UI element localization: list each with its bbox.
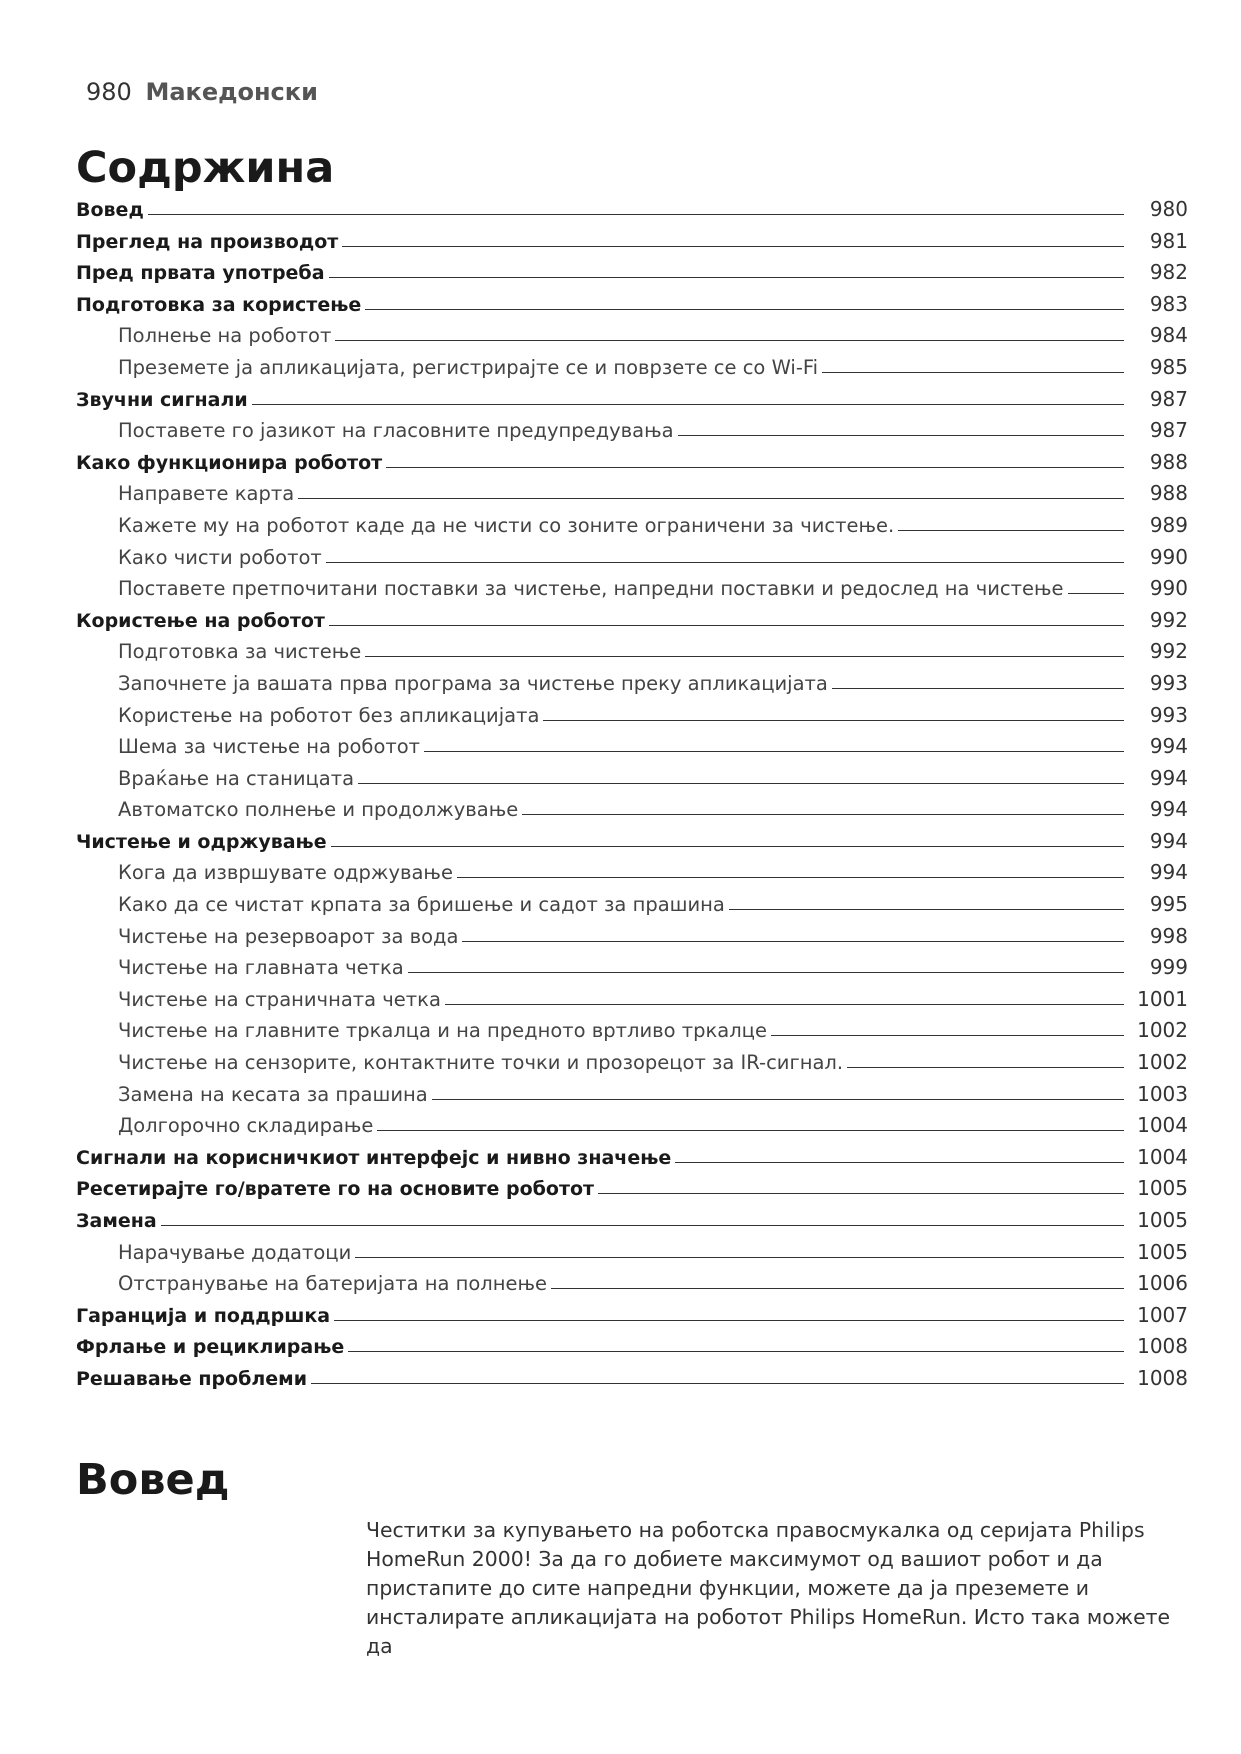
toc-leader-line xyxy=(822,372,1124,373)
toc-entry-label: Враќање на станицата xyxy=(118,766,355,790)
toc-entry-page: 994 xyxy=(1149,734,1188,759)
toc-entry-page: 984 xyxy=(1149,323,1188,348)
toc-entry-label: Замена xyxy=(76,1210,157,1232)
toc-leader-line xyxy=(329,625,1124,626)
toc-entry[interactable] xyxy=(76,513,1188,545)
toc-entry-page: 1005 xyxy=(1137,1239,1188,1264)
toc-entry-label: Поставете го јазикот на гласовните предупредувања xyxy=(118,419,674,443)
toc-entry-page: 1003 xyxy=(1137,1081,1188,1106)
toc-leader-line xyxy=(335,340,1124,341)
toc-entry-page: 981 xyxy=(1149,228,1188,253)
toc-entry-page: 990 xyxy=(1149,544,1188,569)
toc-entry[interactable] xyxy=(76,1271,1188,1303)
toc-entry-page: 989 xyxy=(1149,512,1188,537)
toc-entry-page: 994 xyxy=(1149,797,1188,822)
toc-entry-label: Нарачување додатоци xyxy=(118,1240,352,1264)
toc-entry[interactable] xyxy=(76,860,1188,892)
toc-entry[interactable] xyxy=(76,766,1188,798)
toc-entry-label: Чистење на главната четка xyxy=(118,956,404,980)
toc-entry-label: Вовед xyxy=(76,199,144,221)
toc-entry-label: Преземете ја апликацијата, регистрирајте се и поврзете се со Wi-Fi xyxy=(118,355,819,379)
toc-leader-line xyxy=(598,1193,1124,1194)
toc-entry-page: 993 xyxy=(1149,702,1188,727)
toc-entry-label: Започнете ја вашата прва програма за чистење преку апликацијата xyxy=(118,671,828,695)
toc-entry-label: Гаранција и поддршка xyxy=(76,1304,331,1327)
toc-leader-line xyxy=(424,751,1124,752)
toc-entry-page: 1001 xyxy=(1137,986,1188,1011)
table-of-contents xyxy=(76,197,1188,1398)
toc-entry-label: Чистење и одржување xyxy=(76,830,327,853)
toc-entry-page: 1005 xyxy=(1137,1208,1188,1232)
toc-entry-label: Поставете претпочитани поставки за чистење, напредни поставки и редослед на чистење xyxy=(118,577,1064,601)
toc-entry[interactable] xyxy=(76,671,1188,703)
toc-entry[interactable] xyxy=(76,892,1188,924)
toc-entry-page: 993 xyxy=(1149,670,1188,695)
toc-entry[interactable] xyxy=(76,829,1188,861)
toc-leader-line xyxy=(462,941,1124,942)
toc-entry[interactable] xyxy=(76,1334,1188,1366)
toc-leader-line xyxy=(678,435,1124,436)
toc-entry-label: Преглед на производот xyxy=(76,230,339,253)
toc-entry[interactable] xyxy=(76,608,1188,640)
page-header xyxy=(86,77,318,107)
toc-entry-page: 985 xyxy=(1149,354,1188,379)
toc-leader-line xyxy=(348,1351,1124,1352)
toc-entry-page: 1002 xyxy=(1137,1018,1188,1043)
toc-leader-line xyxy=(771,1035,1124,1036)
toc-leader-line xyxy=(331,846,1124,847)
toc-entry[interactable] xyxy=(76,418,1188,450)
toc-entry-label: Полнење на роботот xyxy=(118,324,332,348)
toc-leader-line xyxy=(457,877,1124,878)
toc-entry-page: 1004 xyxy=(1137,1113,1188,1138)
toc-leader-line xyxy=(329,277,1124,278)
toc-entry[interactable] xyxy=(76,1050,1188,1082)
toc-leader-line xyxy=(326,562,1124,563)
toc-entry[interactable] xyxy=(76,229,1188,261)
toc-leader-line xyxy=(161,1225,1124,1226)
toc-leader-line xyxy=(445,1004,1124,1005)
toc-leader-line xyxy=(847,1067,1124,1068)
toc-leader-line xyxy=(342,246,1124,247)
toc-entry-page: 992 xyxy=(1149,639,1188,664)
page-number: 980 xyxy=(86,78,132,106)
toc-entry-label: Чистење на сензорите, контактните точки и прозорецот за IR-сигнал. xyxy=(118,1051,844,1075)
toc-entry-page: 992 xyxy=(1149,607,1188,632)
toc-leader-line xyxy=(148,214,1124,215)
toc-entry[interactable] xyxy=(76,639,1188,671)
toc-entry-label: Чистење на главните тркалца и на предното вртливо тркалце xyxy=(118,1019,767,1043)
toc-entry-page: 1004 xyxy=(1137,1144,1188,1169)
toc-entry-page: 995 xyxy=(1149,892,1188,917)
toc-entry-page: 1008 xyxy=(1137,1334,1188,1359)
toc-leader-line xyxy=(675,1162,1124,1163)
toc-entry-page: 988 xyxy=(1149,481,1188,506)
toc-entry-label: Замена на кесата за прашина xyxy=(118,1082,428,1106)
toc-entry-page: 1008 xyxy=(1137,1365,1188,1390)
toc-leader-line xyxy=(543,720,1124,721)
toc-entry[interactable] xyxy=(76,450,1188,482)
toc-entry[interactable] xyxy=(76,955,1188,987)
toc-entry[interactable] xyxy=(76,924,1188,956)
toc-leader-line xyxy=(298,498,1124,499)
toc-entry-page: 1006 xyxy=(1137,1271,1188,1296)
toc-entry-label: Ресетирајте го/вратете го на основите роботот xyxy=(76,1178,595,1201)
toc-entry[interactable] xyxy=(76,1145,1188,1177)
toc-leader-line xyxy=(432,1099,1124,1100)
toc-entry-label: Чистење на резервоарот за вода xyxy=(118,924,459,948)
toc-entry-label: Кажете му на роботот каде да не чисти со зоните ограничени за чистење. xyxy=(118,513,895,537)
toc-leader-line xyxy=(729,909,1124,910)
toc-entry[interactable] xyxy=(76,545,1188,577)
toc-title: Содржина xyxy=(76,143,335,193)
toc-entry[interactable] xyxy=(76,292,1188,324)
toc-entry-page: 983 xyxy=(1149,291,1188,316)
toc-entry-page: 980 xyxy=(1149,197,1188,221)
toc-entry[interactable] xyxy=(76,1113,1188,1145)
intro-paragraph: Честитки за купувањето на роботска правосмукалка од серијата Philips HomeRun 2000! За да го добиете максимумот од вашиот робот и да пристапите до сите напредни функции, можете да ја преземете и инсталирате апликацијата на роботот Philips HomeRun. Исто така можете да xyxy=(366,1518,1171,1658)
toc-entry-label: Отстранување на батеријата на полнење xyxy=(118,1272,548,1296)
toc-entry-page: 988 xyxy=(1149,449,1188,474)
toc-entry[interactable] xyxy=(76,987,1188,1019)
toc-entry[interactable] xyxy=(76,1082,1188,1114)
language-label: Македонски xyxy=(145,78,318,106)
toc-leader-line xyxy=(334,1320,1124,1321)
toc-entry[interactable] xyxy=(76,1018,1188,1050)
toc-entry-label: Користење на роботот без апликацијата xyxy=(118,703,540,727)
toc-entry-label: Како чисти роботот xyxy=(118,545,322,569)
toc-entry[interactable] xyxy=(76,260,1188,292)
toc-entry-label: Решавање проблеми xyxy=(76,1367,308,1390)
toc-leader-line xyxy=(252,404,1124,405)
toc-entry-page: 1005 xyxy=(1137,1176,1188,1201)
toc-entry[interactable] xyxy=(76,1303,1188,1335)
toc-leader-line xyxy=(1068,593,1125,594)
toc-entry-label: Користење на роботот xyxy=(76,609,325,632)
toc-leader-line xyxy=(311,1383,1124,1384)
toc-entry-page: 982 xyxy=(1149,260,1188,285)
toc-entry-label: Како функционира роботот xyxy=(76,451,383,474)
toc-entry[interactable] xyxy=(76,734,1188,766)
toc-entry-label: Шема за чистење на роботот xyxy=(118,735,421,759)
toc-entry[interactable] xyxy=(76,387,1188,419)
toc-leader-line xyxy=(355,1257,1124,1258)
toc-entry-label: Сигнали на корисничкиот интерфејс и нивно значење xyxy=(76,1146,672,1169)
toc-leader-line xyxy=(377,1130,1124,1131)
toc-leader-line xyxy=(365,656,1124,657)
toc-entry[interactable] xyxy=(76,323,1188,355)
toc-leader-line xyxy=(832,688,1124,689)
toc-entry-page: 987 xyxy=(1149,386,1188,411)
toc-entry-page: 994 xyxy=(1149,860,1188,885)
toc-entry[interactable] xyxy=(76,1208,1188,1240)
toc-leader-line xyxy=(408,972,1124,973)
toc-entry[interactable] xyxy=(76,481,1188,513)
toc-entry-label: Долгорочно складирање xyxy=(118,1114,374,1138)
toc-entry-page: 1002 xyxy=(1137,1050,1188,1075)
toc-entry-label: Подготовка за користење xyxy=(76,293,362,316)
toc-entry-page: 999 xyxy=(1149,955,1188,980)
toc-leader-line xyxy=(551,1288,1124,1289)
toc-entry-label: Звучни сигнали xyxy=(76,388,248,411)
toc-entry-page: 998 xyxy=(1149,923,1188,948)
toc-entry-label: Фрлање и рециклирање xyxy=(76,1336,345,1359)
toc-entry[interactable] xyxy=(76,797,1188,829)
toc-entry[interactable] xyxy=(76,576,1188,608)
toc-entry-label: Подготовка за чистење xyxy=(118,640,362,664)
toc-entry[interactable] xyxy=(76,1366,1188,1398)
toc-entry-page: 1007 xyxy=(1137,1302,1188,1327)
toc-leader-line xyxy=(365,309,1124,310)
toc-entry-label: Кога да извршувате одржување xyxy=(118,861,453,885)
toc-leader-line xyxy=(386,467,1124,468)
toc-entry[interactable] xyxy=(76,197,1188,229)
toc-entry-label: Како да се чистат крпата за бришење и садот за прашина xyxy=(118,893,725,917)
toc-entry-label: Направете карта xyxy=(118,482,295,506)
toc-entry-label: Автоматско полнење и продолжување xyxy=(118,798,519,822)
toc-entry-page: 987 xyxy=(1149,418,1188,443)
toc-entry-label: Пред првата употреба xyxy=(76,262,325,285)
toc-leader-line xyxy=(522,814,1124,815)
toc-leader-line xyxy=(358,783,1124,784)
toc-entry[interactable] xyxy=(76,703,1188,735)
toc-entry-page: 990 xyxy=(1149,576,1188,601)
toc-entry-label: Чистење на страничната четка xyxy=(118,987,441,1011)
toc-entry[interactable] xyxy=(76,1240,1188,1272)
toc-leader-line xyxy=(898,530,1124,531)
toc-entry-page: 994 xyxy=(1149,765,1188,790)
toc-entry-page: 994 xyxy=(1149,828,1188,853)
intro-section-title: Вовед xyxy=(76,1455,230,1505)
toc-entry[interactable] xyxy=(76,1176,1188,1208)
toc-entry[interactable] xyxy=(76,355,1188,387)
